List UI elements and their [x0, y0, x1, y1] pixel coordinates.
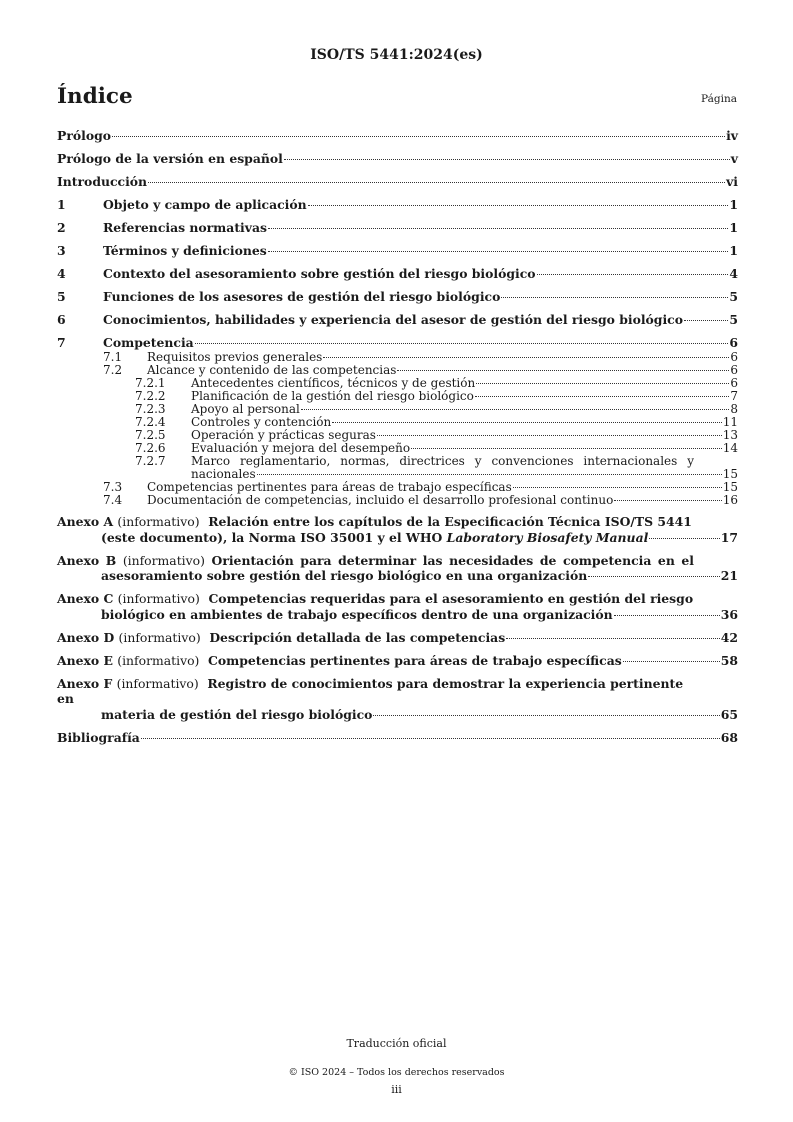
toc-leader-dots	[411, 448, 722, 449]
toc-entry-section-7-2-7[interactable]	[57, 455, 738, 481]
toc-entry-title: Bibliografía	[57, 729, 140, 745]
toc-leader-dots	[513, 487, 722, 488]
toc-entry-number: 7.2.3	[135, 401, 166, 416]
toc-leader-dots	[377, 435, 722, 436]
toc-entry-title: Requisitos previos generales	[147, 349, 323, 364]
toc-entry-section-2[interactable]	[57, 220, 738, 236]
toc-entry-section-6[interactable]	[57, 312, 738, 328]
toc-entry-number: 7.2.6	[135, 440, 166, 455]
toc-entry-title: Competencias pertinentes para áreas de trabajo específicas	[208, 652, 622, 668]
annex-type: (informativo)	[117, 652, 200, 668]
toc-entry-anexo-f[interactable]	[57, 676, 738, 723]
toc-entry-title: Prólogo de la versión en español	[57, 151, 283, 166]
toc-entry-page: 1	[729, 197, 738, 212]
toc-leader-dots	[195, 343, 729, 344]
annex-label: Anexo E	[57, 652, 113, 668]
toc-leader-dots	[476, 383, 729, 384]
toc-entry-title-line1: Marco reglamentario, normas, directrices y convenciones internacionales y	[191, 453, 694, 468]
toc-entry-title: Referencias normativas	[103, 220, 267, 235]
toc-entry-title: Competencias pertinentes para áreas de trabajo específicas	[147, 479, 512, 494]
toc-leader-dots	[284, 159, 730, 160]
toc-entry-title: Competencia	[103, 335, 194, 350]
toc-leader-dots	[323, 357, 729, 358]
toc-leader-dots	[397, 370, 729, 371]
toc-entry-anexo-e[interactable]	[57, 653, 738, 669]
toc-entry-section-7-2-1[interactable]	[57, 377, 738, 390]
toc-entry-page: 8	[730, 401, 738, 416]
toc-entry-title-line2: biológico en ambientes de trabajo específicos dentro de una organización	[101, 606, 613, 622]
toc-entry-title: Antecedentes científicos, técnicos y de gestión	[191, 375, 476, 390]
toc-entry-page: 16	[722, 492, 738, 507]
toc-entry-number: 7.2	[103, 362, 123, 377]
toc-entry-section-7-3[interactable]	[57, 481, 738, 494]
toc-leader-dots	[649, 538, 719, 539]
toc-entry-section-7-4[interactable]	[57, 494, 738, 507]
toc-entry-number: 3	[57, 243, 66, 258]
toc-entry-title: Contexto del asesoramiento sobre gestión del riesgo biológico	[103, 266, 536, 281]
toc-entry-title: Documentación de competencias, incluido el desarrollo profesional continuo	[147, 492, 614, 507]
annex-type: (informativo)	[117, 591, 200, 606]
toc-entry-anexo-b[interactable]	[57, 553, 738, 584]
toc-entry-section-5[interactable]	[57, 289, 738, 305]
toc-entry-page: 36	[720, 606, 738, 622]
translation-note: Traducción oficial	[346, 1037, 447, 1050]
annex-label: Anexo B	[57, 552, 117, 568]
toc-entry-section-3[interactable]	[57, 243, 738, 259]
toc-entry-introduccion[interactable]	[57, 174, 738, 190]
toc-entry-title: Prólogo	[57, 128, 112, 143]
toc-entry-section-7[interactable]	[57, 335, 738, 351]
toc-leader-dots	[623, 661, 720, 662]
toc-entry-page: 6	[730, 375, 738, 390]
toc-entry-bibliografia[interactable]	[57, 730, 738, 746]
toc-entry-page: iv	[726, 128, 738, 143]
toc-entry-title-line1: Competencias requeridas para el asesoramiento en gestión del riesgo	[208, 591, 694, 606]
page-number: iii	[391, 1083, 402, 1096]
toc-entry-title-line2: materia de gestión del riesgo biológico	[101, 706, 373, 722]
annex-label: Anexo F	[57, 675, 113, 691]
annex-type: (informativo)	[117, 514, 200, 529]
toc-entry-prologo-es[interactable]	[57, 151, 738, 167]
toc-entry-page: v	[730, 151, 738, 166]
toc-entry-title: Planificación de la gestión del riesgo biológico	[191, 388, 474, 403]
toc-entry-section-7-2[interactable]	[57, 364, 738, 377]
annex-label: Anexo C	[57, 591, 114, 606]
toc-entry-number: 5	[57, 289, 66, 304]
toc-entry-section-7-2-3[interactable]	[57, 403, 738, 416]
toc-entry-number: 7	[57, 335, 66, 350]
toc-entry-number: 6	[57, 312, 66, 327]
toc-entry-line1	[57, 676, 738, 707]
toc-entry-page: 11	[722, 414, 738, 429]
toc-leader-dots	[475, 396, 729, 397]
toc-entry-number: 7.2.5	[135, 427, 166, 442]
toc-entry-title: Operación y prácticas seguras	[191, 427, 376, 442]
toc-leader-dots	[257, 474, 722, 475]
toc-entry-number: 7.2.7	[135, 453, 166, 468]
toc-leader-dots	[301, 409, 730, 410]
toc-leader-dots	[268, 228, 728, 229]
toc-leader-dots	[588, 576, 720, 577]
toc-entry-page: 6	[729, 335, 738, 350]
toc-entry-section-7-2-2[interactable]	[57, 390, 738, 403]
toc-entry-section-4[interactable]	[57, 266, 738, 282]
annex-type: (informativo)	[118, 629, 201, 645]
toc-entry-page: 1	[729, 220, 738, 235]
toc-leader-dots	[501, 297, 728, 298]
toc-entry-section-7-2-6[interactable]	[57, 442, 738, 455]
annex-label: Anexo D	[57, 629, 115, 645]
toc-entry-page: 14	[722, 440, 738, 455]
toc-leader-dots	[332, 422, 721, 423]
page-title: Índice	[57, 84, 133, 109]
toc-entry-title-italic: Laboratory Biosafety Manual	[446, 529, 649, 545]
annex-type: (informativo)	[122, 552, 205, 568]
toc-entry-page: 1	[729, 243, 738, 258]
toc-entry-number: 7.1	[103, 349, 123, 364]
table-of-contents	[57, 128, 738, 753]
document-header: ISO/TS 5441:2024(es)	[310, 47, 483, 63]
toc-entry-page: 15	[722, 466, 738, 481]
copyright-notice: © ISO 2024 – Todos los derechos reservados	[288, 1067, 505, 1078]
toc-entry-page: 42	[720, 629, 738, 645]
toc-entry-number: 1	[57, 197, 66, 212]
toc-entry-section-7-2-4[interactable]	[57, 416, 738, 429]
toc-entry-page: 68	[720, 729, 738, 745]
toc-leader-dots	[148, 182, 725, 183]
toc-entry-page: 15	[722, 479, 738, 494]
toc-entry-title-line2: nacionales	[191, 466, 256, 481]
toc-leader-dots	[506, 638, 720, 639]
toc-entry-page: 7	[730, 388, 738, 403]
toc-entry-title-line2: asesoramiento sobre gestión del riesgo biológico en una organización	[101, 568, 588, 583]
toc-entry-line1	[57, 553, 738, 569]
toc-entry-page: 6	[730, 349, 738, 364]
toc-entry-page: 65	[720, 706, 738, 722]
toc-leader-dots	[112, 136, 725, 137]
toc-entry-page: 58	[720, 652, 738, 668]
toc-entry-title: Términos y definiciones	[103, 243, 267, 258]
toc-leader-dots	[614, 500, 721, 501]
toc-entry-section-1[interactable]	[57, 197, 738, 213]
toc-leader-dots	[614, 615, 720, 616]
toc-entry-page: 17	[720, 529, 738, 545]
toc-entry-page: vi	[726, 174, 738, 189]
toc-entry-page: 5	[729, 312, 738, 327]
toc-entry-number: 7.3	[103, 479, 123, 494]
toc-leader-dots	[268, 251, 729, 252]
toc-entry-title: Funciones de los asesores de gestión del riesgo biológico	[103, 289, 501, 304]
toc-entry-title: Conocimientos, habilidades y experiencia del asesor de gestión del riesgo biológico	[103, 312, 683, 327]
toc-entry-anexo-c[interactable]	[57, 591, 738, 622]
toc-entry-title: Descripción detallada de las competencias	[209, 629, 506, 645]
toc-entry-title: Introducción	[57, 174, 148, 189]
toc-entry-page: 21	[720, 568, 738, 583]
toc-leader-dots	[308, 205, 729, 206]
toc-entry-title: Apoyo al personal	[191, 401, 300, 416]
toc-entry-number: 7.2.4	[135, 414, 166, 429]
toc-entry-title: Alcance y contenido de las competencias	[147, 362, 397, 377]
toc-entry-section-7-1[interactable]	[57, 351, 738, 364]
toc-entry-number: 4	[57, 266, 66, 281]
toc-entry-title-line1: Relación entre los capítulos de la Especificación Técnica ISO/TS 5441	[208, 514, 692, 529]
toc-entry-page: 6	[730, 362, 738, 377]
toc-entry-number: 2	[57, 220, 66, 235]
toc-entry-line1	[57, 514, 738, 530]
toc-leader-dots	[373, 715, 719, 716]
toc-entry-title-line2: (este documento), la Norma ISO 35001 y el WHO	[101, 529, 447, 545]
toc-entry-title-line1: Registro de conocimientos para demostrar la experiencia pertinente en	[57, 675, 684, 706]
toc-entry-prologo[interactable]	[57, 128, 738, 144]
toc-entry-number: 7.4	[103, 492, 123, 507]
toc-entry-title: Controles y contención	[191, 414, 332, 429]
toc-entry-title-line1: Orientación para determinar las necesidades de competencia en el	[211, 552, 694, 568]
toc-leader-dots	[537, 274, 729, 275]
toc-entry-number: 7.2.2	[135, 388, 166, 403]
toc-entry-number: 7.2.1	[135, 375, 166, 390]
toc-entry-anexo-d[interactable]	[57, 630, 738, 646]
annex-label: Anexo A	[57, 514, 114, 529]
toc-entry-title: Evaluación y mejora del desempeño	[191, 440, 411, 455]
toc-leader-dots	[684, 320, 728, 321]
toc-entry-title: Objeto y campo de aplicación	[103, 197, 307, 212]
annex-type: (informativo)	[116, 675, 199, 691]
page-column-label: Página	[701, 93, 737, 105]
toc-entry-page: 5	[729, 289, 738, 304]
toc-leader-dots	[141, 738, 720, 739]
toc-entry-page: 13	[722, 427, 738, 442]
toc-entry-line1	[57, 591, 738, 607]
toc-entry-page: 4	[729, 266, 738, 281]
toc-entry-anexo-a[interactable]	[57, 514, 738, 545]
toc-entry-section-7-2-5[interactable]	[57, 429, 738, 442]
